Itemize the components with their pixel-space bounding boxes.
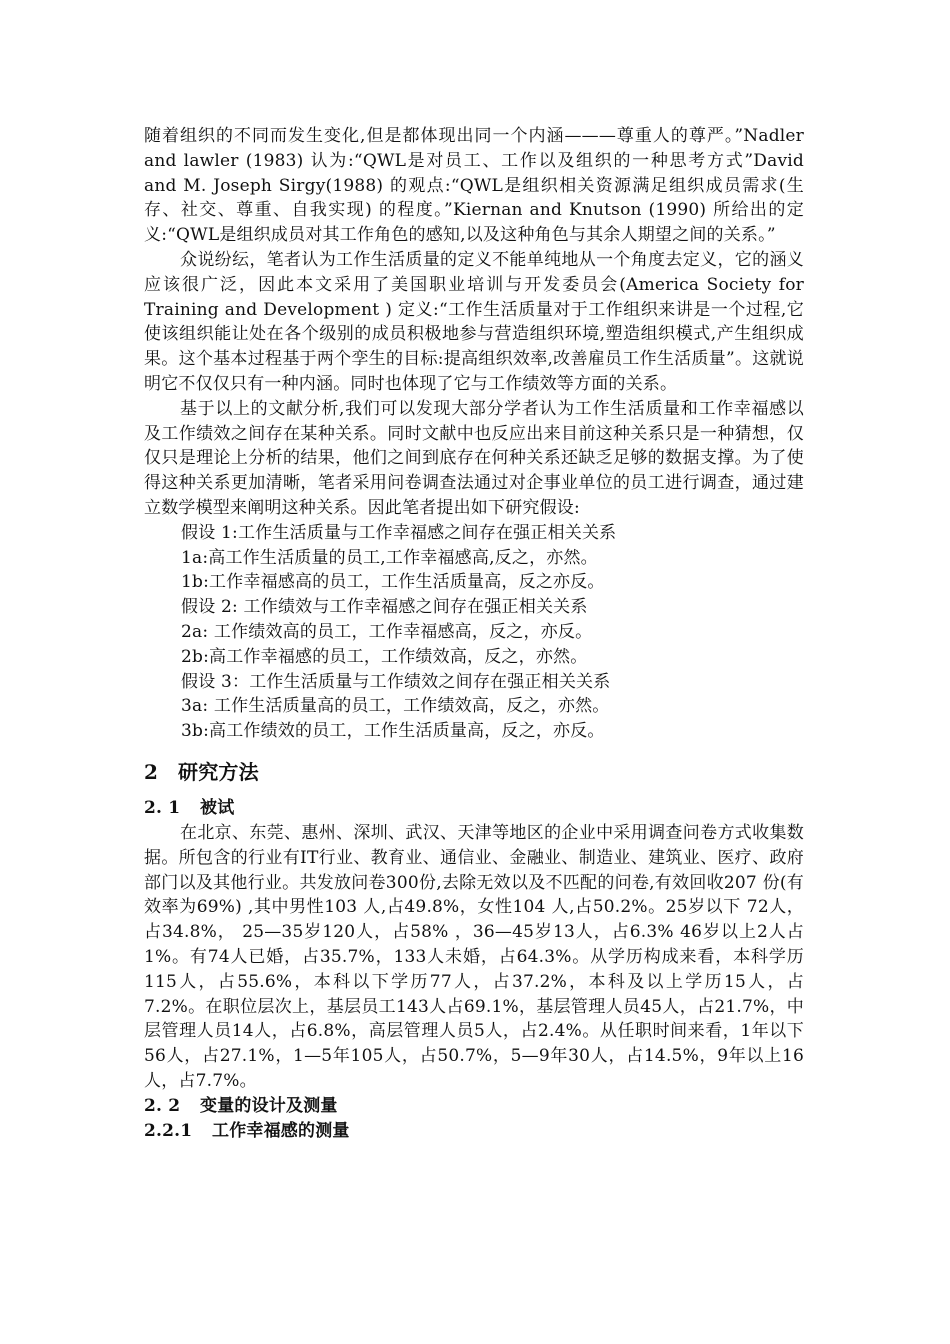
subsection-title: 工作幸福感的测量	[212, 1120, 350, 1141]
hypothesis-3: 假设 3：工作生活质量与工作绩效之间存在强正相关关系	[181, 671, 611, 692]
hypothesis-1: 假设 1:工作生活质量与工作幸福感之间存在强正相关关系	[181, 522, 617, 543]
subsection-number: 2.2.1	[144, 1120, 193, 1141]
hypothesis-2a: 2a: 工作绩效高的员工，工作幸福感高，反之，亦反。	[181, 621, 593, 642]
subsection-number: 2. 2	[144, 1095, 181, 1116]
section-heading-research-methods	[144, 758, 804, 786]
subsection-heading-subjects	[144, 796, 804, 821]
section-title: 研究方法	[178, 759, 259, 784]
paragraph-literature-analysis: 基于以上的文献分析,我们可以发现大部分学者认为工作生活质量和工作幸福感以及工作绩效之间存在某种关系。同时文献中也反应出来目前这种关系只是一种猜想，仅仅只是理论上分析的结果，他们之间到底存在何种关系还缺乏足够的数据支撑。为了使得这种关系更加清晰，笔者采用问卷调查法通过对企事业单位的员工进行调查，通过建立数学模型来阐明这种关系。因此笔者提出如下研究假设:	[144, 398, 804, 518]
subsection-number: 2. 1	[144, 797, 181, 818]
hypothesis-3a: 3a: 工作生活质量高的员工，工作绩效高，反之，亦然。	[181, 696, 610, 717]
subsection-title: 变量的设计及测量	[200, 1095, 338, 1116]
hypothesis-2: 假设 2: 工作绩效与工作幸福感之间存在强正相关关系	[181, 597, 588, 618]
hypothesis-1b: 1b:工作幸福感高的员工，工作生活质量高，反之亦反。	[181, 572, 605, 593]
subsection-heading-wellbeing-measure	[144, 1119, 804, 1144]
document-body	[144, 124, 804, 1144]
paragraph-author-definition: 众说纷纭，笔者认为工作生活质量的定义不能单纯地从一个角度去定义，它的涵义应该很广泛，因此本文采用了美国职业培训与开发委员会(America Society for Training and Development ) 定义:“工作生活质量对于工作组织来讲是一个过程,它使该组织能让处在各个级别的成员积极地参与营造组织环境,塑造组织模式,产生组织成果。这个基本过程基于两个孪生的目标:提高组织效率,改善雇员工作生活质量”。这就说明它不仅仅只有一种内涵。同时也体现了它与工作绩效等方面的关系。	[144, 249, 804, 394]
section-number: 2	[144, 759, 159, 784]
hypothesis-3b: 3b:高工作绩效的员工，工作生活质量高，反之，亦反。	[181, 721, 605, 742]
hypothesis-list	[144, 521, 804, 744]
subsection-title: 被试	[200, 797, 235, 818]
paragraph-subjects: 在北京、东莞、惠州、深圳、武汉、天津等地区的企业中采用调查问卷方式收集数据。所包含的行业有IT行业、教育业、通信业、金融业、制造业、建筑业、医疗、政府部门以及其他行业。共发放问卷300份,去除无效以及不匹配的问卷,有效回收207 份(有效率为69%) ,其中男性103 人,占49.8%，女性104 人,占50.2%。25岁以下 72人，占34.8%， 25—35岁120人，占58% ，36—45岁13人，占6.3% 46岁以上2人占1%。有74人已婚，占35.7%，133人未婚，占64.3%。从学历构成来看，本科学历115人，占55.6%，本科以下学历77人，占37.2%，本科及以上学历15人，占7.2%。在职位层次上，基层员工143人占69.1%，基层管理人员45人，占21.7%，中层管理人员14人，占6.8%，高层管理人员5人，占2.4%。从任职时间来看，1年以下56人，占27.1%，1—5年105人，占50.7%，5—9年30人，占14.5%，9年以上16人，占7.7%。	[144, 822, 804, 1091]
hypothesis-2b: 2b:高工作幸福感的员工，工作绩效高，反之，亦然。	[181, 646, 588, 667]
subsection-heading-variables	[144, 1094, 804, 1119]
paragraph-qwl-definitions: 随着组织的不同而发生变化,但是都体现出同一个内涵———尊重人的尊严。”Nadler and lawler (1983) 认为:“QWL是对员工、工作以及组织的一种思考方式”David and M. Joseph Sirgy(1988) 的观点:“QWL是组织相关资源满足组织成员需求(生存、社交、尊重、自我实现) 的程度。”Kiernan and Knutson (1990) 所给出的定义:“QWL是组织成员对其工作角色的感知,以及这种角色与其余人期望之间的关系。”	[144, 126, 804, 246]
hypothesis-1a: 1a:高工作生活质量的员工,工作幸福感高,反之，亦然。	[181, 547, 598, 568]
